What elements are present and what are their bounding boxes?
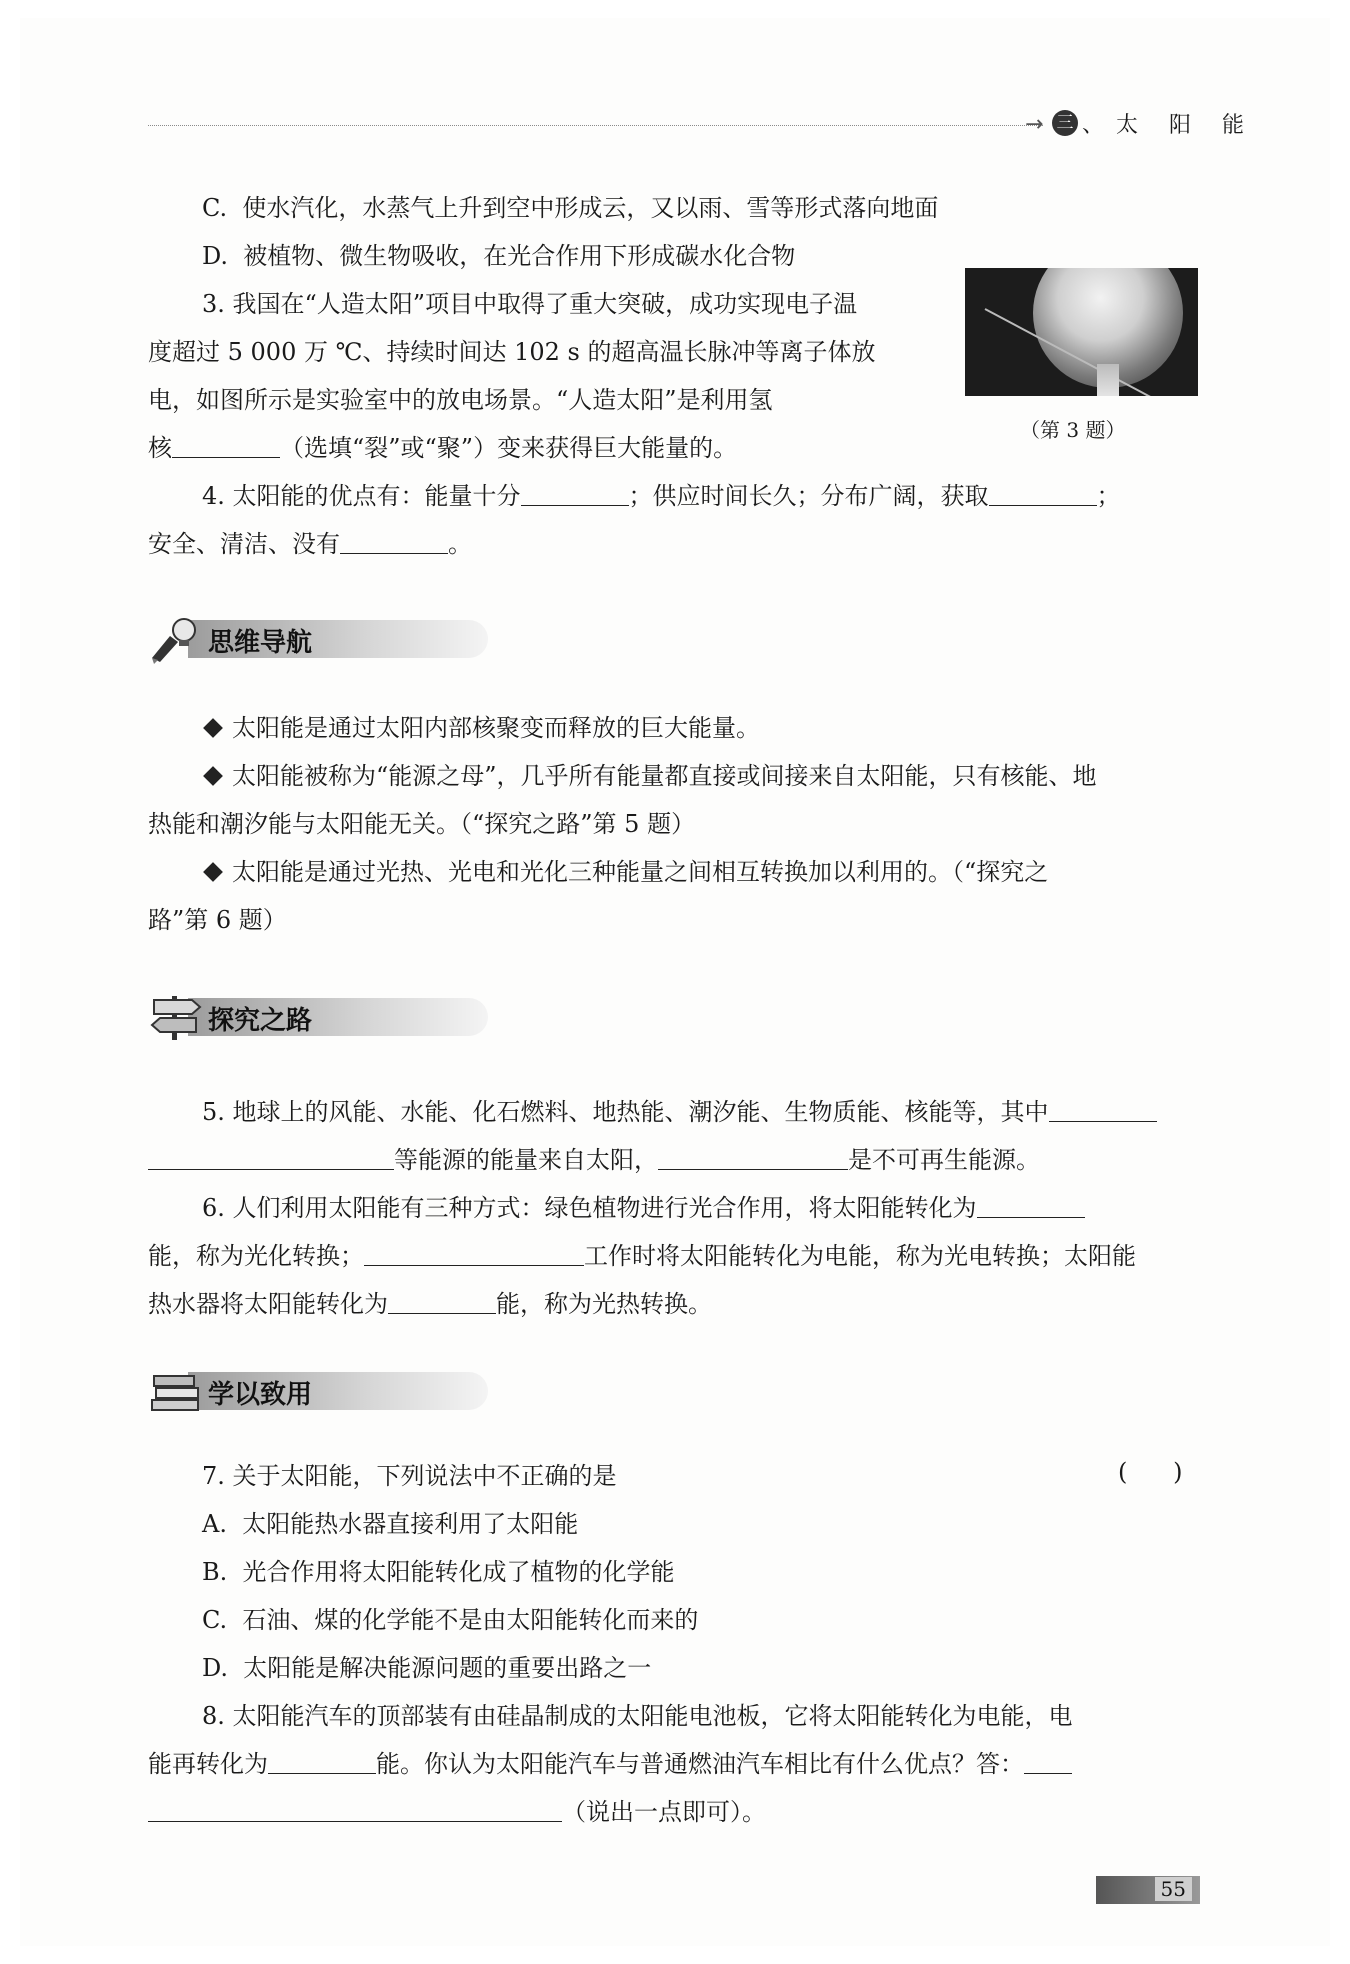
- lightbulb-pencil-icon: [148, 614, 206, 664]
- page-number-tab: [1096, 1876, 1200, 1904]
- q3-line-4: 核 （选填“裂”或“聚”）变来获得巨大能量的。: [148, 430, 737, 466]
- answer-blank[interactable]: [388, 1287, 496, 1314]
- answer-blank[interactable]: [172, 431, 280, 458]
- thinking-point-3: 太阳能是通过光热、光电和光化三种能量之间相互转换加以利用的。（“探究之: [202, 854, 1048, 890]
- q7-stem: 7. 关于太阳能，下列说法中不正确的是: [202, 1462, 617, 1490]
- q5-line-2: 等能源的能量来自太阳， 是不可再生能源。: [148, 1142, 1040, 1178]
- plasma-discharge-photo: [965, 268, 1198, 396]
- answer-blank[interactable]: [658, 1143, 848, 1170]
- q6-line-1: 6. 人们利用太阳能有三种方式：绿色植物进行光合作用，将太阳能转化为: [202, 1190, 1085, 1226]
- option-d-previous: D. 被植物、微生物吸收，在光合作用下形成碳水化合物: [202, 242, 796, 270]
- q5-line-1: 5. 地球上的风能、水能、化石燃料、地热能、潮汐能、生物质能、核能等，其中: [202, 1094, 1157, 1130]
- answer-blank[interactable]: [989, 479, 1097, 506]
- q7-option-b[interactable]: B. 光合作用将太阳能转化成了植物的化学能: [202, 1558, 675, 1586]
- answer-blank[interactable]: [364, 1239, 584, 1266]
- q7-option-a[interactable]: A. 太阳能热水器直接利用了太阳能: [202, 1510, 579, 1538]
- books-icon: [148, 1366, 206, 1416]
- section-title: 、太 阳 能: [1082, 113, 1256, 138]
- q6-line-3: 热水器将太阳能转化为 能，称为光热转换。: [148, 1286, 712, 1322]
- answer-blank[interactable]: [340, 527, 448, 554]
- answer-blank[interactable]: [148, 1795, 562, 1822]
- answer-blank[interactable]: [1024, 1747, 1072, 1774]
- q7-option-c[interactable]: C. 石油、煤的化学能不是由太阳能转化而来的: [202, 1606, 699, 1634]
- q6-line-2: 能，称为光化转换； 工作时将太阳能转化为电能，称为光电转换；太阳能: [148, 1238, 1136, 1274]
- diamond-bullet-icon: [203, 718, 223, 738]
- answer-blank[interactable]: [1049, 1095, 1157, 1122]
- q3-line-1: 3. 我国在“人造太阳”项目中取得了重大突破，成功实现电子温: [202, 290, 858, 318]
- q3-line-3: 电，如图所示是实验室中的放电场景。“人造太阳”是利用氢: [148, 386, 773, 414]
- thinking-point-2: 太阳能被称为“能源之母”，几乎所有能量都直接或间接来自太阳能，只有核能、地: [202, 758, 1097, 794]
- answer-blank[interactable]: [148, 1143, 394, 1170]
- diamond-bullet-icon: [203, 862, 223, 882]
- q4-line-1: 4. 太阳能的优点有：能量十分 ；供应时间长久；分布广阔，获取 ；: [202, 478, 1121, 514]
- section-number-badge: 三: [1052, 110, 1078, 136]
- page-number: 55: [1155, 1877, 1192, 1901]
- answer-blank[interactable]: [977, 1191, 1085, 1218]
- q8-line-1: 8. 太阳能汽车的顶部装有由硅晶制成的太阳能电池板，它将太阳能转化为电能，电: [202, 1702, 1073, 1730]
- q8-line-3: （说出一点即可）。: [148, 1794, 766, 1830]
- thinking-point-3-cont: 路”第 6 题）: [148, 906, 287, 934]
- diamond-bullet-icon: [203, 766, 223, 786]
- arrow-right-icon: →: [1025, 112, 1044, 137]
- answer-parentheses[interactable]: ( ): [1118, 1458, 1183, 1486]
- thinking-point-1: 太阳能是通过太阳内部核聚变而释放的巨大能量。: [202, 710, 760, 746]
- header-rule: [148, 125, 1043, 126]
- option-c-previous: C. 使水汽化，水蒸气上升到空中形成云，又以雨、雪等形式落向地面: [202, 194, 939, 222]
- signpost-icon: [148, 992, 206, 1042]
- q4-line-2: 安全、清洁、没有 。: [148, 526, 472, 562]
- q7-option-d[interactable]: D. 太阳能是解决能源问题的重要出路之一: [202, 1654, 652, 1682]
- q8-line-2: 能再转化为 能。你认为太阳能汽车与普通燃油汽车相比有什么优点？答：: [148, 1746, 1072, 1782]
- answer-blank[interactable]: [521, 479, 629, 506]
- figure-caption: （第 3 题）: [1020, 418, 1126, 442]
- q3-line-2: 度超过 5 000 万 ℃、持续时间达 102 s 的超高温长脉冲等离子体放: [148, 338, 876, 366]
- answer-blank[interactable]: [268, 1747, 376, 1774]
- thinking-point-2-cont: 热能和潮汐能与太阳能无关。（“探究之路”第 5 题）: [148, 810, 696, 838]
